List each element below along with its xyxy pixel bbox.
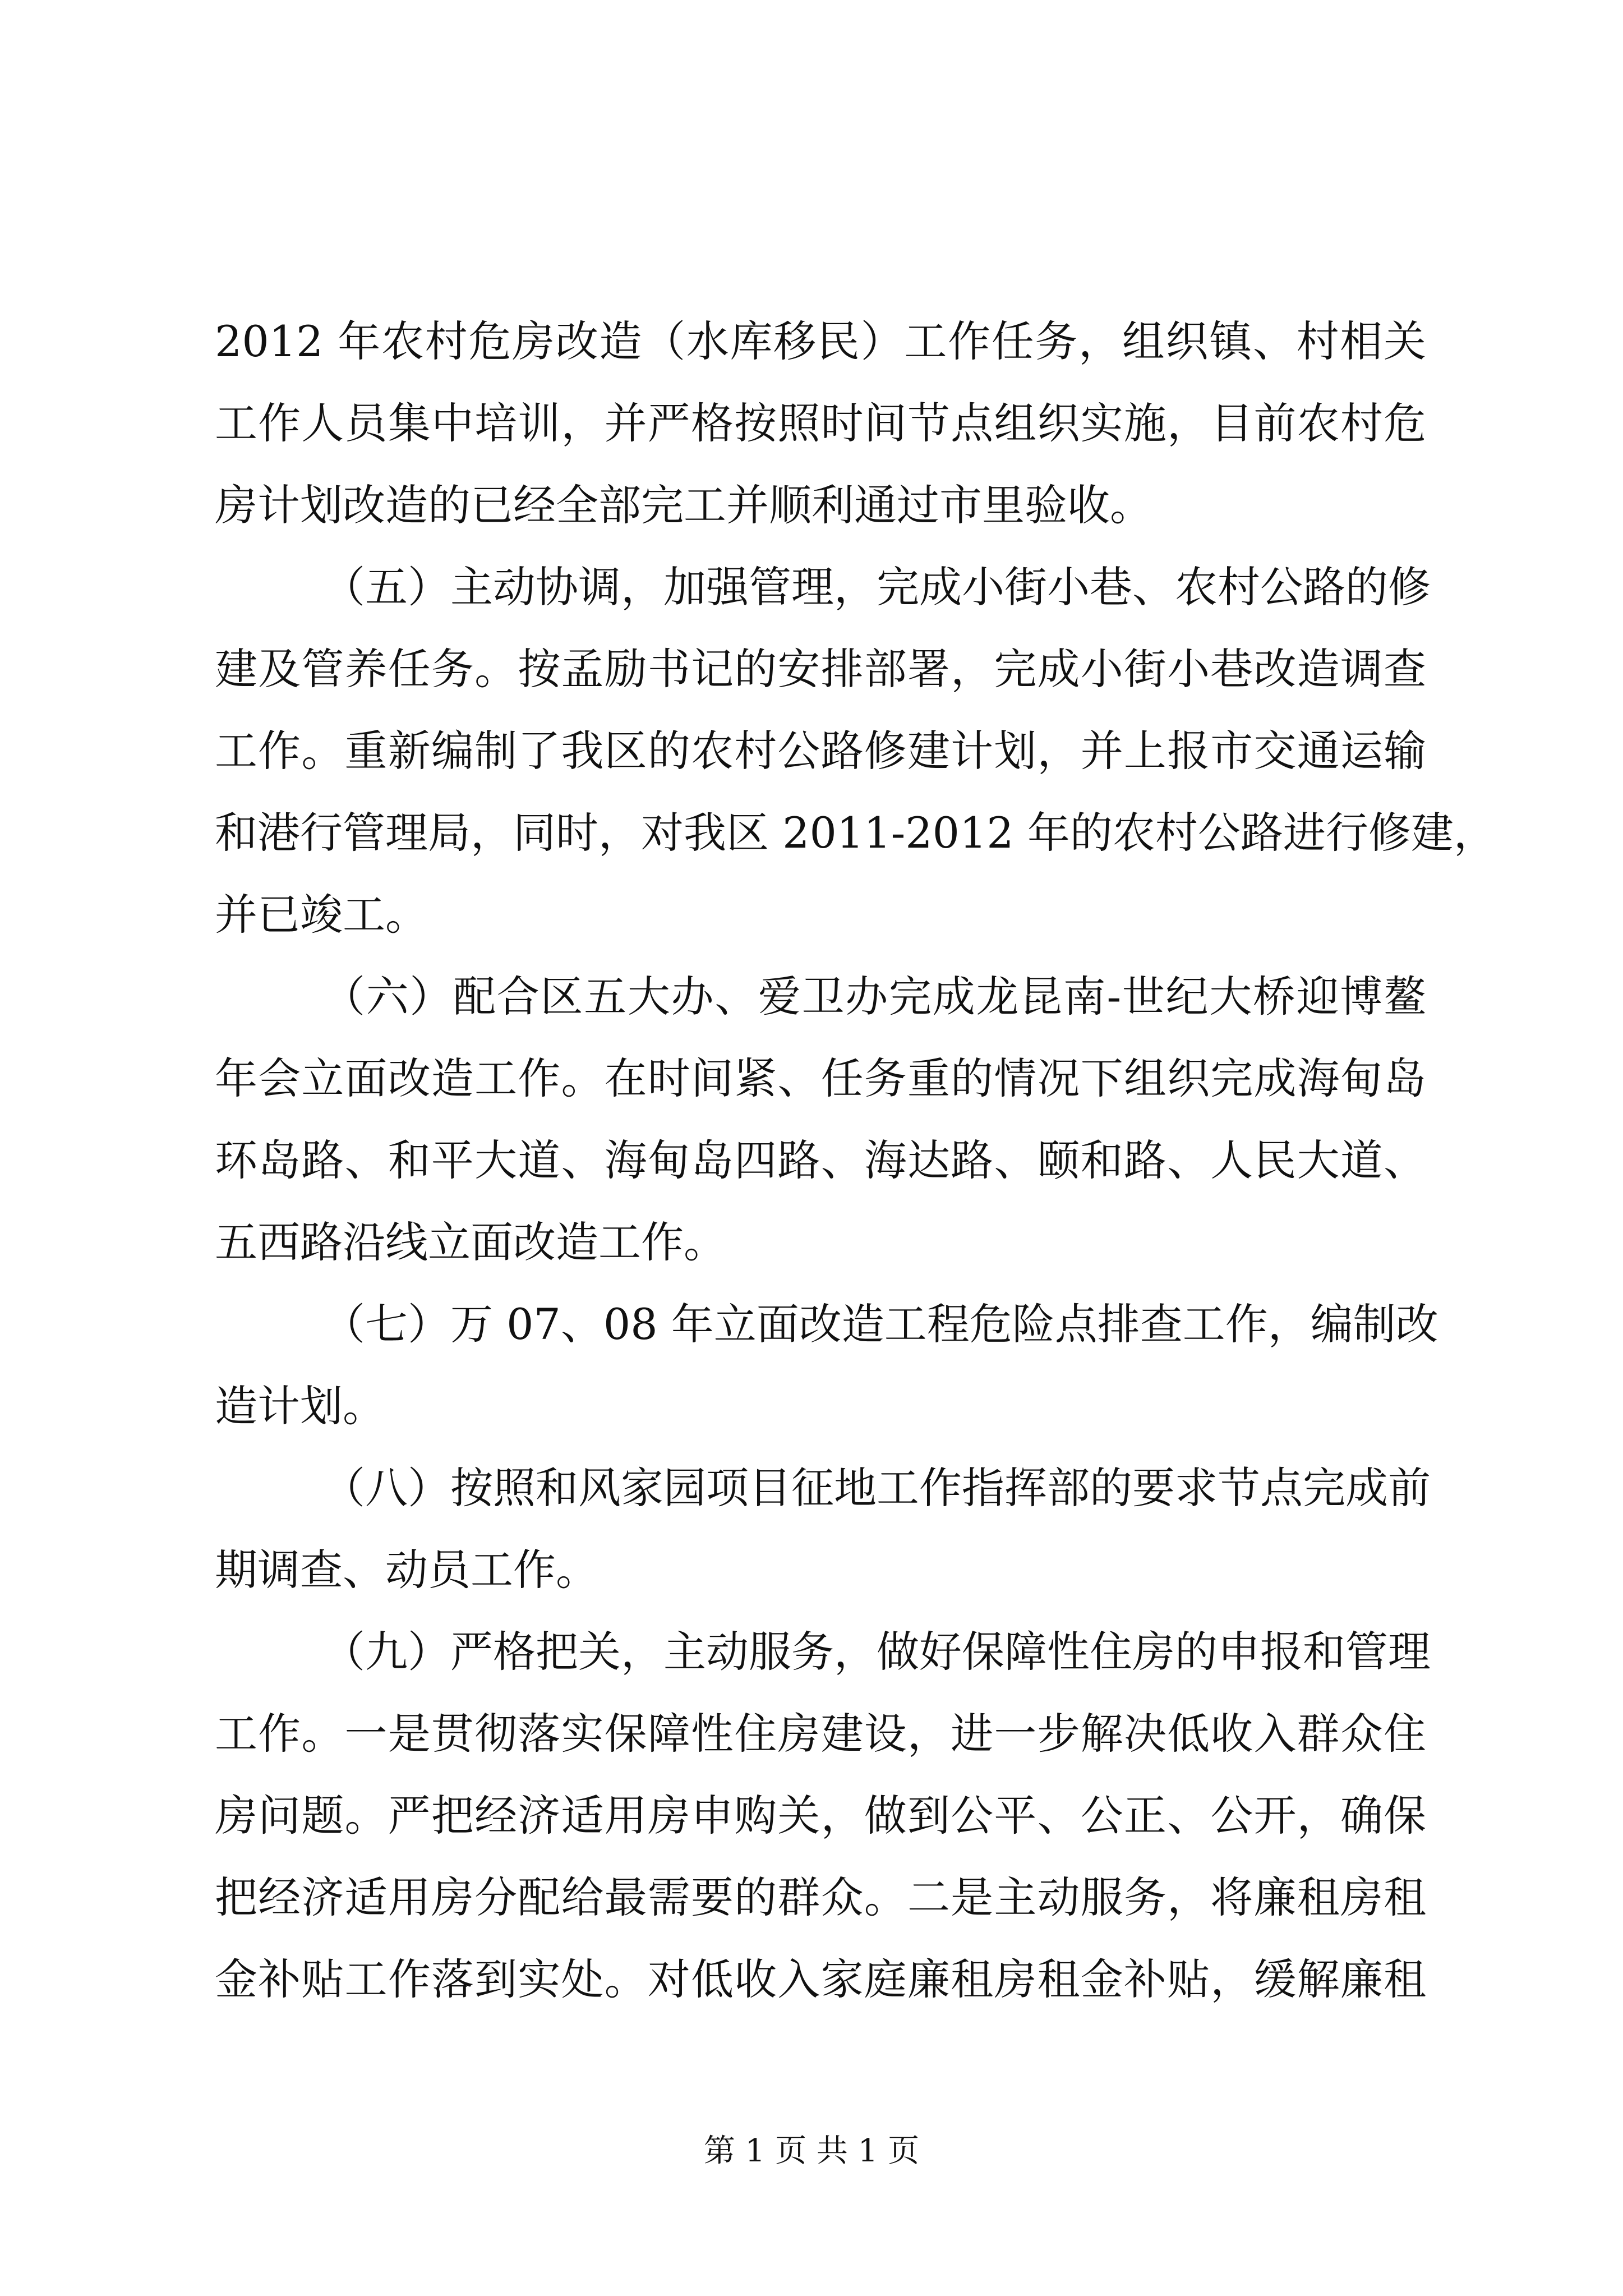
text-line: 2012 年农村危房改造（水库移民）工作任务，组织镇、村相关	[215, 316, 1426, 366]
paragraph-heading-8: （八）按照和风家园项目征地工作指挥部的要求节点完成前	[322, 1463, 1431, 1513]
text-line: 工作。一是贯彻落实保障性住房建设，进一步解决低收入群众住	[215, 1709, 1426, 1759]
text-line: 金补贴工作落到实处。对低收入家庭廉租房租金补贴，缓解廉租	[215, 1954, 1426, 2004]
text-line: 五西路沿线立面改造工作。	[215, 1217, 726, 1267]
paragraph-heading-6: （六）配合区五大办、爱卫办完成龙昆南-世纪大桥迎博鳌	[322, 972, 1426, 1022]
document-body	[215, 301, 1496, 2021]
text-line: 建及管养任务。按孟励书记的安排部署，完成小街小巷改造调查	[215, 644, 1426, 694]
text-line: 造计划。	[215, 1381, 385, 1431]
paragraph-heading-7: （七）万 07、08 年立面改造工程危险点排查工作，编制改	[322, 1299, 1438, 1349]
text-line: 工作。重新编制了我区的农村公路修建计划，并上报市交通运输	[215, 726, 1426, 776]
text-line: 环岛路、和平大道、海甸岛四路、海达路、颐和路、人民大道、	[215, 1135, 1426, 1185]
text-line: 并已竣工。	[215, 890, 428, 940]
text-line: 工作人员集中培训，并严格按照时间节点组织实施，目前农村危	[215, 398, 1426, 448]
text-line: 房问题。严把经济适用房申购关，做到公平、公正、公开，确保	[215, 1791, 1426, 1841]
paragraph-heading-5: （五）主动协调，加强管理，完成小街小巷、农村公路的修	[322, 562, 1431, 612]
page-number-footer: 第 1 页 共 1 页	[703, 2133, 920, 2169]
paragraph-heading-9: （九）严格把关，主动服务，做好保障性住房的申报和管理	[322, 1627, 1431, 1677]
text-line: 房计划改造的已经全部完工并顺利通过市里验收。	[215, 480, 1152, 530]
text-line: 和港行管理局，同时，对我区 2011-2012 年的农村公路进行修建，	[215, 808, 1496, 858]
text-line: 把经济适用房分配给最需要的群众。二是主动服务，将廉租房租	[215, 1872, 1426, 1922]
text-line: 年会立面改造工作。在时间紧、任务重的情况下组织完成海甸岛	[215, 1053, 1426, 1103]
text-line: 期调查、动员工作。	[215, 1545, 598, 1595]
